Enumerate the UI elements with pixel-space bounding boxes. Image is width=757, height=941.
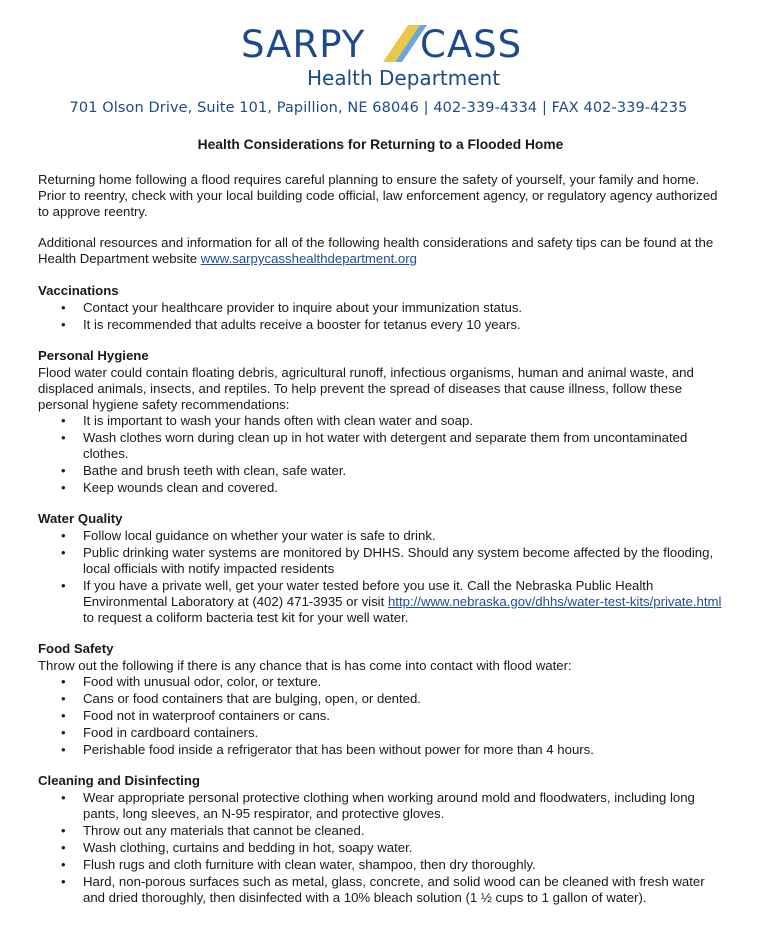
- list-item-private-well: [38, 578, 723, 626]
- list-item: • Food with unusual odor, color, or texture.: [38, 674, 723, 690]
- food-safety-list: [38, 674, 723, 758]
- list-item: • Keep wounds clean and covered.: [38, 480, 723, 496]
- section-heading-personal-hygiene: Personal Hygiene: [38, 348, 149, 363]
- list-item: • Wash clothes worn during clean up in hot water with detergent and separate them from uncontaminated clothes.: [38, 430, 723, 462]
- list-item: • It is recommended that adults receive a booster for tetanus every 10 years.: [38, 317, 723, 333]
- list-item: • Wash clothing, curtains and bedding in hot, soapy water.: [38, 840, 723, 856]
- address-line: 701 Olson Drive, Suite 101, Papillion, NE 68046 | 402-339-4334 | FAX 402-339-4235: [69, 100, 688, 116]
- list-item: • Perishable food inside a refrigerator that has been without power for more than 4 hours.: [38, 742, 723, 758]
- list-item: • Public drinking water systems are monitored by DHHS. Should any system become affected by the flooding, local officials with notify impacted residents: [38, 545, 723, 577]
- well-text-after: to request a coliform bacteria test kit for your well water.: [83, 610, 409, 625]
- well-text-before: If you have a private well, get your water tested before you use it. Call the Nebraska Public Health Environmental Laboratory at (402) 471-3935 or visit: [83, 578, 654, 609]
- list-item: • Food not in waterproof containers or cans.: [38, 708, 723, 724]
- resources-paragraph: [38, 235, 723, 267]
- hygiene-intro: Flood water could contain floating debris, agricultural runoff, infectious organisms, human and animal waste, and displaced animals, insects, and reptiles. To help prevent the spread of diseases that cause illness, follow these personal hygiene safety recommendations:: [38, 365, 694, 412]
- logo-sarpy: SARPY: [241, 23, 366, 66]
- list-item: • Hard, non-porous surfaces such as metal, glass, concrete, and solid wood can be cleaned with fresh water and dried thoroughly, then disinfected with a 10% bleach solution (1 ½ cups to 1 gallon of water).: [38, 874, 723, 906]
- logo-subtitle: Health Department: [307, 66, 501, 90]
- hygiene-list: [38, 413, 723, 496]
- intro-paragraph: Returning home following a flood requires careful planning to ensure the safety of yourself, your family and home. Prior to reentry, check with your local building code official, law enforcement agency, or regulatory agency authorized to approve reentry.: [38, 172, 718, 219]
- water-test-kit-link[interactable]: http://www.nebraska.gov/dhhs/water-test-kits/private.html: [387, 594, 722, 609]
- water-quality-list: [38, 528, 723, 626]
- health-department-website-link[interactable]: www.sarpycasshealthdepartment.org: [200, 251, 417, 266]
- section-heading-water-quality: Water Quality: [38, 511, 123, 526]
- list-item: • Throw out any materials that cannot be cleaned.: [38, 823, 723, 839]
- section-heading-vaccinations: Vaccinations: [38, 283, 119, 298]
- vaccinations-list: [38, 300, 723, 333]
- cleaning-list: [38, 790, 723, 906]
- list-item: • Cans or food containers that are bulging, open, or dented.: [38, 691, 723, 707]
- document-title: Health Considerations for Returning to a Flooded Home: [197, 137, 564, 152]
- list-item: • Follow local guidance on whether your water is safe to drink.: [38, 528, 723, 544]
- list-item: • Flush rugs and cloth furniture with clean water, shampoo, then dry thoroughly.: [38, 857, 723, 873]
- section-heading-food-safety: Food Safety: [38, 641, 114, 656]
- section-heading-cleaning: Cleaning and Disinfecting: [38, 773, 200, 788]
- list-item: • Contact your healthcare provider to inquire about your immunization status.: [38, 300, 723, 316]
- document-body: [38, 137, 723, 907]
- list-item: • Food in cardboard containers.: [38, 725, 723, 741]
- resources-text: Additional resources and information for all of the following health considerations and safety tips can be found at the Health Department website: [38, 235, 714, 266]
- list-item: • It is important to wash your hands often with clean water and soap.: [38, 413, 723, 429]
- logo: [0, 0, 757, 100]
- logo-cass: CASS: [420, 23, 523, 66]
- food-intro: Throw out the following if there is any chance that is has come into contact with flood water:: [38, 658, 572, 673]
- list-item: • Wear appropriate personal protective clothing when working around mold and floodwaters, including long pants, long sleeves, an N-95 respirator, and protective gloves.: [38, 790, 723, 822]
- list-item: • Bathe and brush teeth with clean, safe water.: [38, 463, 723, 479]
